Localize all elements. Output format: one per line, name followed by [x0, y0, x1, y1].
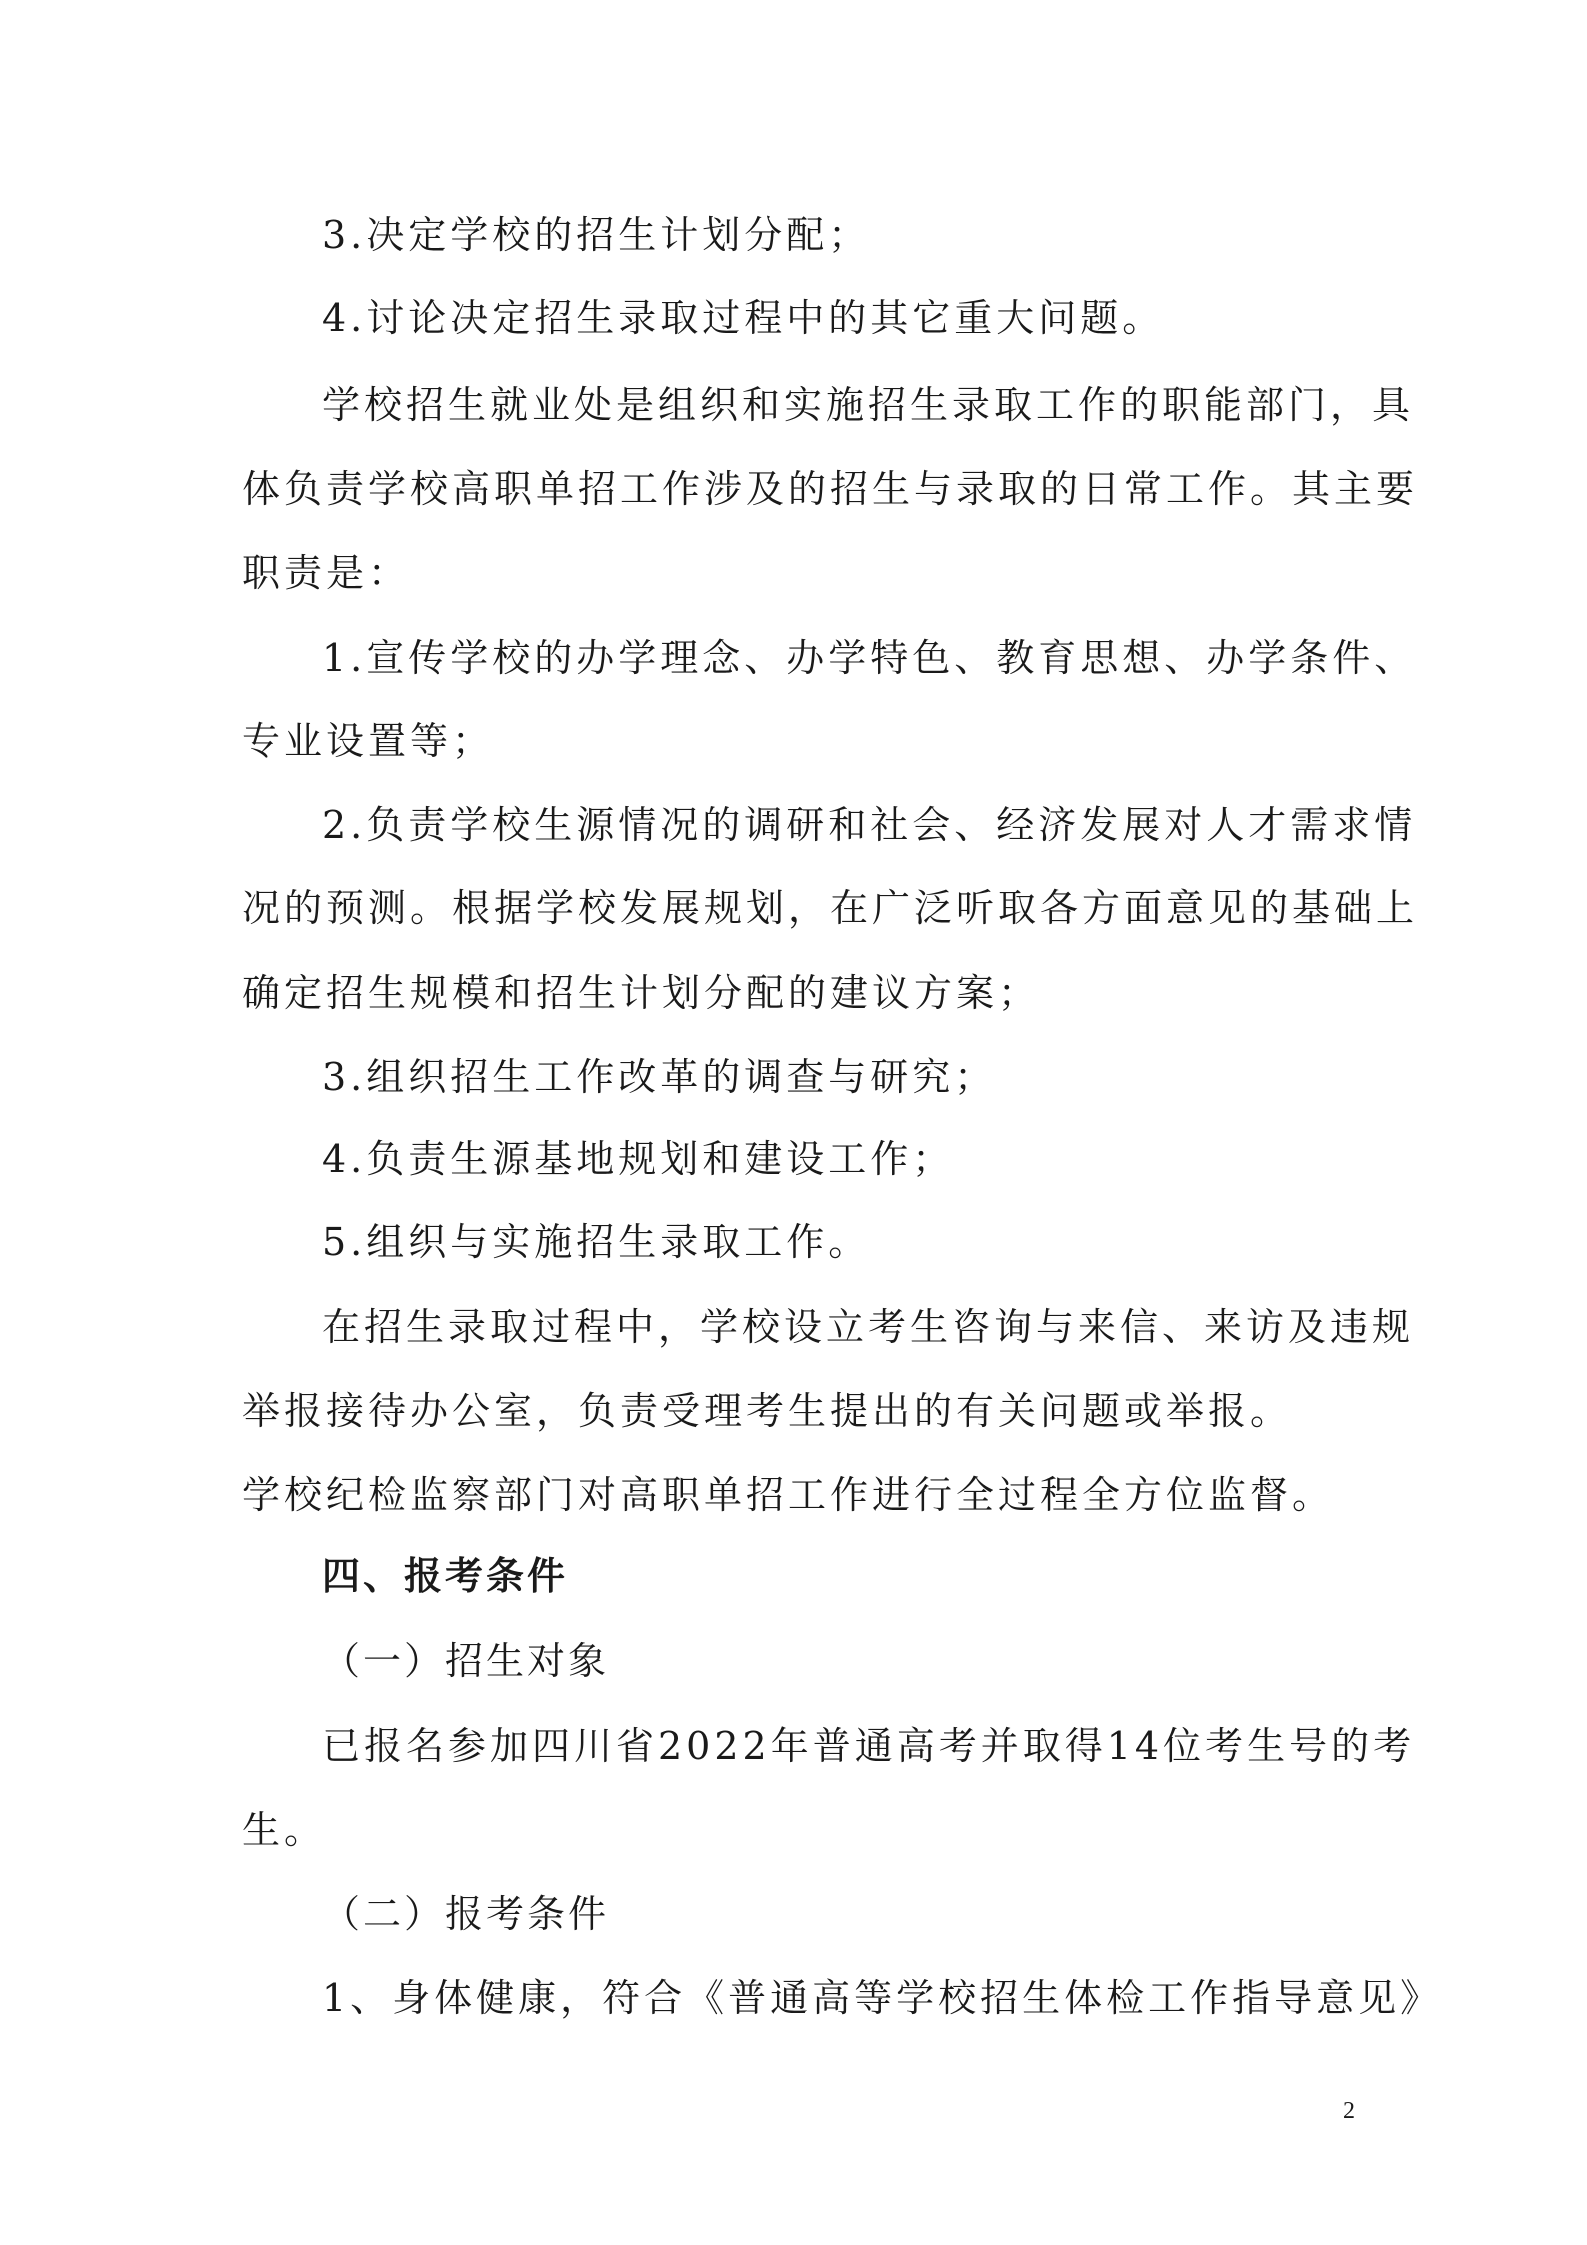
- paragraph-line: 体负责学校高职单招工作涉及的招生与录取的日常工作。其主要: [242, 467, 1419, 511]
- paragraph-line: 生。: [242, 1808, 327, 1852]
- paragraph-line: 3.组织招生工作改革的调查与研究；: [322, 1055, 997, 1099]
- subsection-heading: （二）报考条件: [322, 1892, 610, 1936]
- paragraph-line: 职责是：: [242, 551, 411, 595]
- section-heading: 四、报考条件: [322, 1554, 569, 1598]
- paragraph-line: 5.组织与实施招生录取工作。: [322, 1220, 871, 1264]
- page-number: 2: [1343, 2098, 1355, 2124]
- paragraph-line: 在招生录取过程中，学校设立考生咨询与来信、来访及违规: [322, 1305, 1415, 1349]
- paragraph-line: 4.讨论决定招生录取过程中的其它重大问题。: [322, 296, 1165, 340]
- paragraph-line: 4.负责生源基地规划和建设工作；: [322, 1137, 955, 1181]
- subsection-heading: （一）招生对象: [322, 1639, 610, 1683]
- paragraph-line: 3.决定学校的招生计划分配；: [322, 213, 871, 257]
- paragraph-line: 1、身体健康，符合《普通高等学校招生体检工作指导意见》: [322, 1976, 1443, 2020]
- paragraph-line: 确定招生规模和招生计划分配的建议方案；: [242, 971, 1041, 1015]
- paragraph-line: 举报接待办公室，负责受理考生提出的有关问题或举报。: [242, 1389, 1293, 1433]
- paragraph-line: 专业设置等；: [242, 719, 495, 763]
- paragraph-line: 1.宣传学校的办学理念、办学特色、教育思想、办学条件、: [322, 636, 1417, 680]
- paragraph-line: 学校纪检监察部门对高职单招工作进行全过程全方位监督。: [242, 1473, 1335, 1517]
- paragraph-line: 况的预测。根据学校发展规划，在广泛听取各方面意见的基础上: [242, 886, 1419, 930]
- paragraph-line: 2.负责学校生源情况的调研和社会、经济发展对人才需求情: [322, 803, 1417, 847]
- paragraph-line: 学校招生就业处是组织和实施招生录取工作的职能部门，具: [322, 383, 1415, 427]
- paragraph-line: 已报名参加四川省2022年普通高考并取得14位考生号的考: [322, 1724, 1416, 1768]
